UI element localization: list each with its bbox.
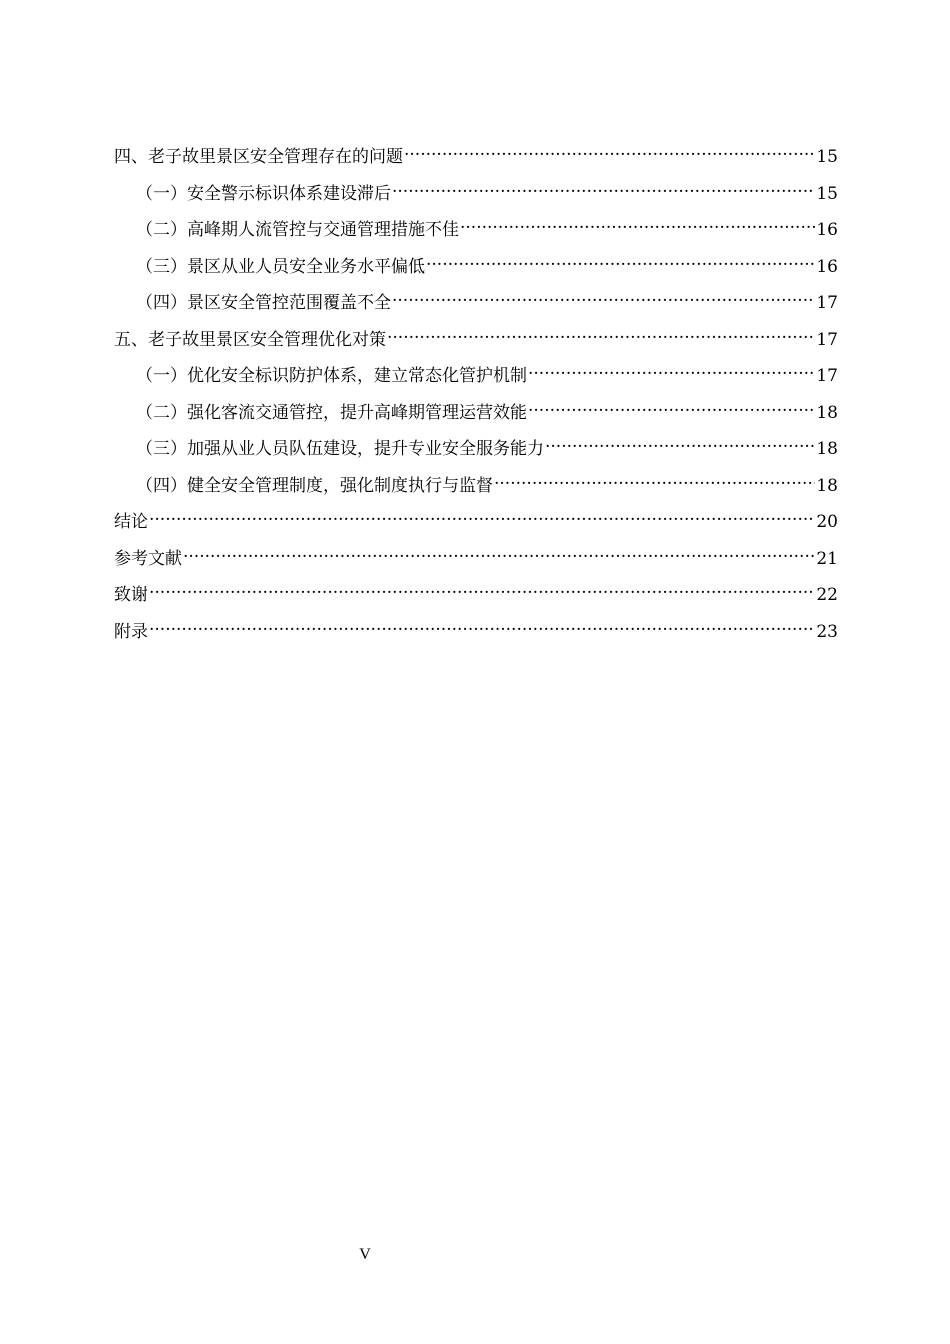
toc-entry-page: 17 [816,366,838,386]
toc-entry-page: 20 [816,512,838,532]
toc-dot-leader [183,540,815,564]
toc-entry-page: 16 [816,220,838,240]
toc-entry-title: （三）加强从业人员队伍建设，提升专业安全服务能力 [136,439,544,459]
toc-entry-page: 23 [816,621,838,642]
toc-entry-title: （四）景区安全管控范围覆盖不全 [136,293,391,313]
toc-dot-leader [528,357,815,381]
toc-dot-leader [460,211,815,235]
toc-entry-title: 参考文献 [114,548,182,569]
toc-entry-page: 16 [816,256,838,277]
toc-entry-page: 22 [816,585,838,605]
table-of-contents [114,138,838,649]
toc-entry-title: 结论 [114,512,148,532]
toc-entry-page: 17 [816,329,838,350]
toc-dot-leader [494,467,815,491]
toc-entry-title: 五、老子故里景区安全管理优化对策 [114,329,386,350]
toc-entry[interactable] [114,321,838,358]
toc-entry-page: 15 [816,147,838,167]
toc-entry-page: 21 [816,548,838,569]
toc-entry-page: 15 [816,183,838,204]
toc-dot-leader [545,430,815,454]
toc-entry[interactable] [114,357,838,394]
toc-dot-leader [392,175,815,199]
toc-entry[interactable] [114,394,838,431]
toc-entry[interactable] [114,138,838,175]
page-number: V [359,1246,371,1263]
toc-entry-title: （三）景区从业人员安全业务水平偏低 [136,256,425,277]
toc-entry-title: （四）健全安全管理制度，强化制度执行与监督 [136,475,493,496]
toc-entry[interactable] [114,503,838,540]
toc-entry-page: 18 [816,475,838,496]
toc-entry[interactable] [114,613,838,650]
toc-entry-title: 四、老子故里景区安全管理存在的问题 [114,147,403,167]
toc-dot-leader [149,613,815,637]
toc-dot-leader [404,138,815,162]
toc-entry-title: （二）强化客流交通管控，提升高峰期管理运营效能 [136,402,527,423]
toc-entry[interactable] [114,175,838,212]
toc-entry-title: 附录 [114,621,148,642]
toc-dot-leader [149,503,815,527]
toc-entry-page: 18 [816,402,838,423]
toc-dot-leader [426,248,815,272]
toc-entry[interactable] [114,430,838,467]
toc-entry[interactable] [114,540,838,577]
toc-entry-page: 17 [816,293,838,313]
toc-entry-title: （一）安全警示标识体系建设滞后 [136,183,391,204]
toc-entry-title: （二）高峰期人流管控与交通管理措施不佳 [136,220,459,240]
toc-dot-leader [149,576,815,600]
toc-dot-leader [528,394,815,418]
toc-entry[interactable] [114,211,838,248]
toc-entry-page: 18 [816,439,838,459]
toc-entry-title: （一）优化安全标识防护体系，建立常态化管护机制 [136,366,527,386]
toc-dot-leader [387,321,815,345]
toc-entry[interactable] [114,467,838,504]
toc-entry-title: 致谢 [114,585,148,605]
toc-entry[interactable] [114,248,838,285]
toc-entry[interactable] [114,576,838,613]
toc-entry[interactable] [114,284,838,321]
toc-dot-leader [392,284,815,308]
